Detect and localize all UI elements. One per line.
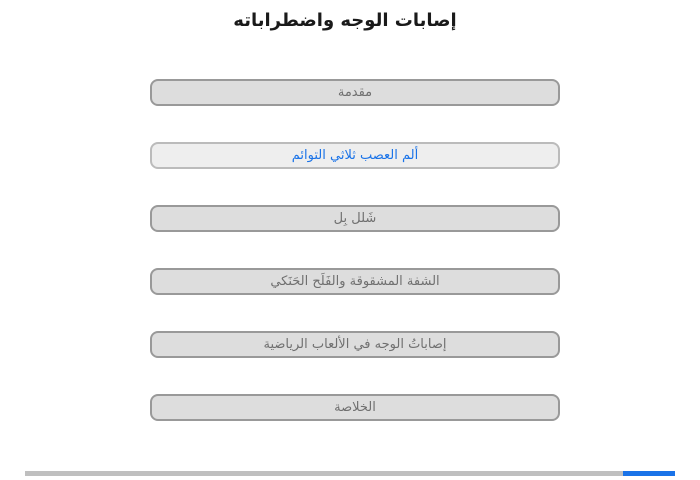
progress-bar-fill: [623, 471, 675, 476]
menu-item-sports-face-injuries[interactable]: إصاباتُ الوجه في الألعاب الرياضية: [150, 331, 560, 358]
menu-item-trigeminal-neuralgia[interactable]: ألم العصب ثلاثي التوائم: [150, 142, 560, 169]
chapter-menu: [150, 79, 560, 457]
menu-item-bells-palsy[interactable]: شَلل بِل: [150, 205, 560, 232]
page-title: إصابات الوجه واضطراباته: [233, 10, 457, 31]
menu-item-introduction[interactable]: مقدمة: [150, 79, 560, 106]
menu-item-cleft-lip-palate[interactable]: الشفة المشقوقة والفَلَح الحَنَكي: [150, 268, 560, 295]
menu-item-summary[interactable]: الخلاصة: [150, 394, 560, 421]
progress-bar: [25, 471, 675, 476]
